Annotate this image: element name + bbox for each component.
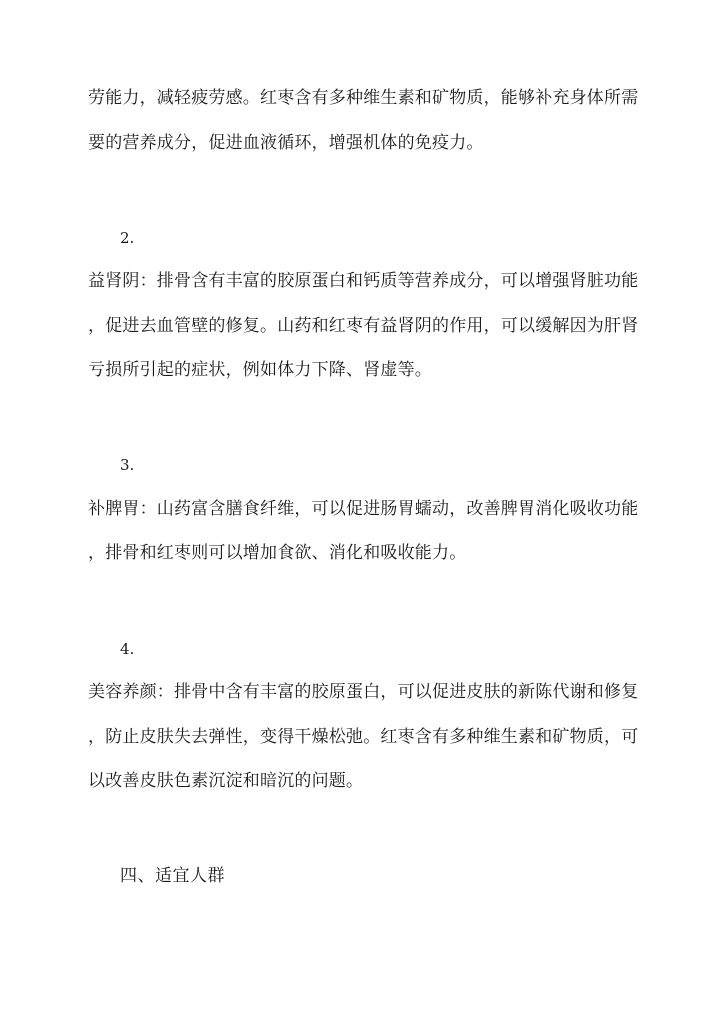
item-2-line-2: ，促进去血管壁的修复。山药和红枣有益肾阴的作用，可以缓解因为肝肾: [88, 316, 639, 336]
item-number-2: 2.: [120, 229, 135, 247]
section-heading: 四、适宜人群: [120, 866, 225, 886]
item-2-line-3: 亏损所引起的症状，例如体力下降、肾虚等。: [88, 360, 432, 380]
item-4-line-1: 美容养颜：排骨中含有丰富的胶原蛋白，可以促进皮肤的新陈代谢和修复: [88, 682, 639, 702]
item-3-line-2: ，排骨和红枣则可以增加食欲、消化和吸收能力。: [88, 543, 467, 563]
intro-line-2: 要的营养成分，促进血液循环，增强机体的免疫力。: [88, 133, 484, 153]
item-3-line-1: 补脾胃：山药富含膳食纤维，可以促进肠胃蠕动，改善脾胃消化吸收功能: [88, 499, 639, 519]
item-4-line-2: ，防止皮肤失去弹性，变得干燥松弛。红枣含有多种维生素和矿物质，可: [88, 727, 639, 747]
item-number-3: 3.: [120, 456, 135, 474]
item-4-line-3: 以改善皮肤色素沉淀和暗沉的问题。: [88, 771, 364, 791]
item-number-4: 4.: [120, 640, 135, 658]
intro-line-1: 劳能力，减轻疲劳感。红枣含有多种维生素和矿物质，能够补充身体所需: [88, 88, 639, 108]
item-2-line-1: 益肾阴：排骨含有丰富的胶原蛋白和钙质等营养成分，可以增强肾脏功能: [88, 271, 639, 291]
